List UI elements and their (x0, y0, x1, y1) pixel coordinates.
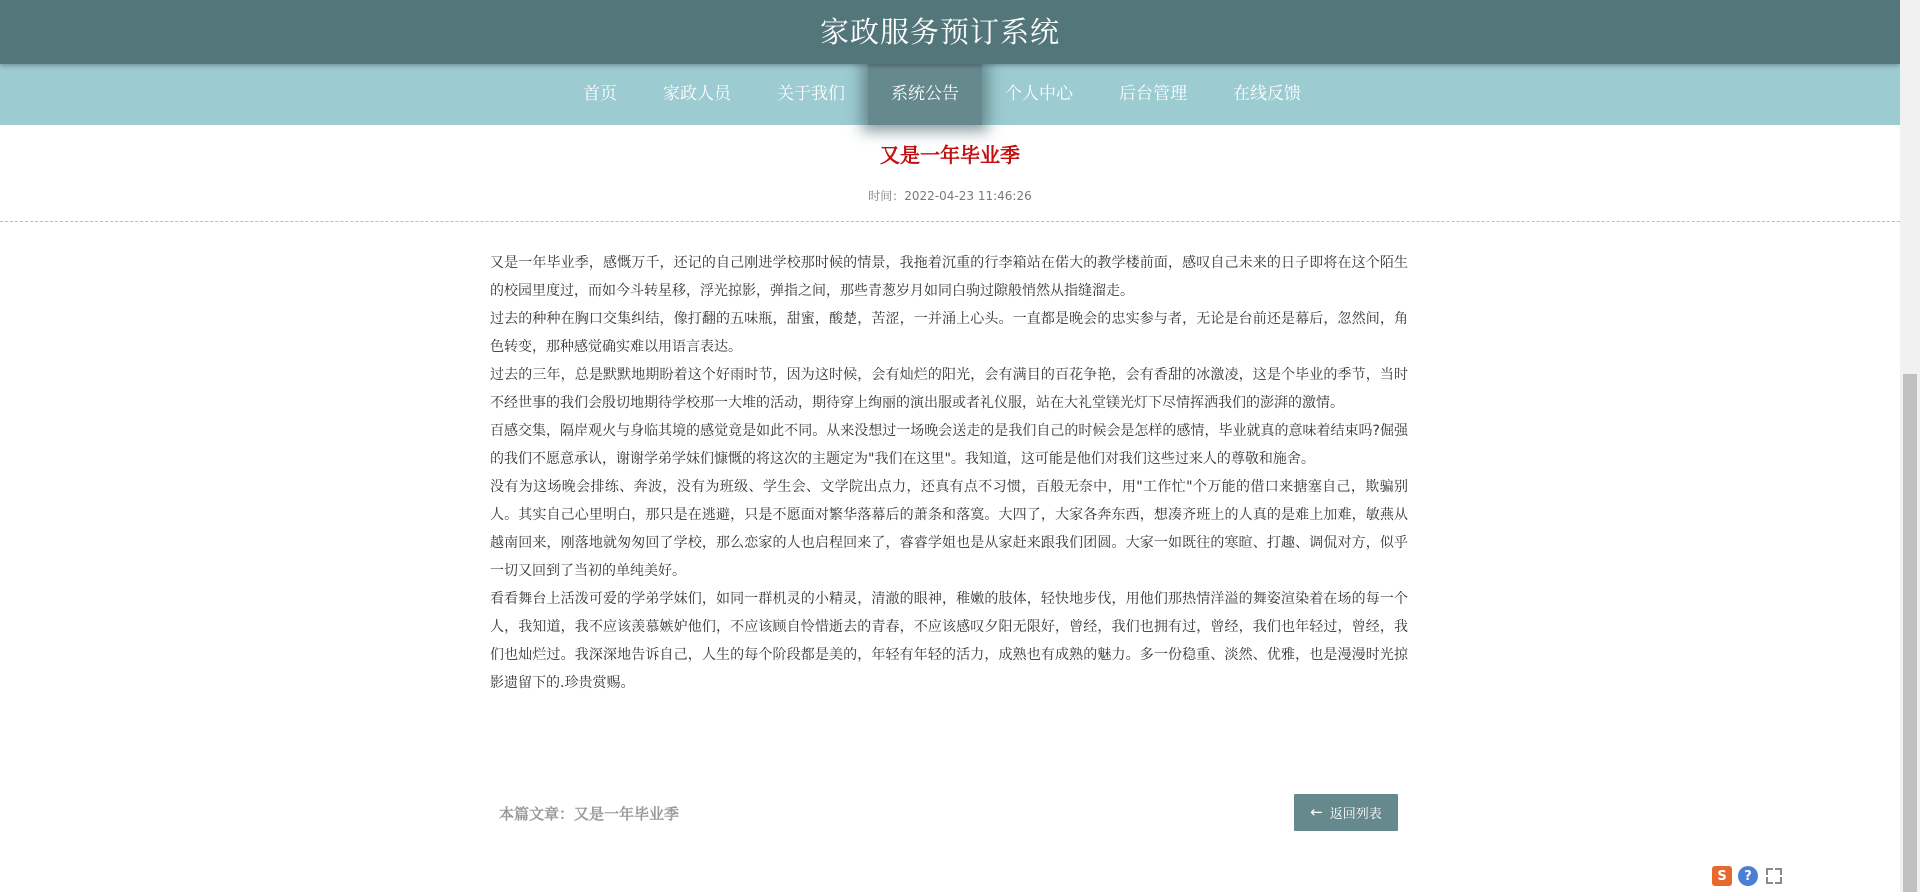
sogou-s-icon[interactable]: S (1712, 866, 1732, 886)
nav-item-home[interactable]: 首页 (583, 84, 617, 104)
nav-item-profile[interactable]: 个人中心 (1005, 84, 1073, 104)
article-paragraph: 没有为这场晚会排练、奔波，没有为班级、学生会、文学院出点力，还真有点不习惯，百般无奈中，用"工作忙"个万能的借口来搪塞自己，欺骗别人。其实自己心里明白，那只是在逃避，只是不愿面对繁华落幕后的萧条和落寞。大四了，大家各奔东西，想凑齐班上的人真的是难上加难，敏燕从越南回来，刚落地就匆匆回了学校，那么恋家的人也启程回来了，睿睿学姐也是从家赶来跟我们团圆。大家一如既往的寒暄、打趣、调侃对方，似乎一切又回到了当初的单纯美好。 (490, 479, 1408, 579)
site-title: 家政服务预订系统 (819, 15, 1060, 49)
current-article (499, 803, 679, 824)
article-paragraph: 百感交集，隔岸观火与身临其境的感觉竟是如此不同。从来没想过一场晚会送走的是我们自己的时候会是怎样的感情，毕业就真的意味着结束吗?倔强的我们不愿意承认，谢谢学弟学妹们慷慨的将这次的主题定为"我们在这里"。我知道，这可能是他们对我们这些过来人的尊敬和施舍。 (490, 423, 1408, 467)
time-value: 2022-04-23 11:46:26 (904, 189, 1032, 203)
arrow-left-icon: ← (1310, 803, 1323, 821)
nav-item-about[interactable]: 关于我们 (777, 84, 845, 104)
nav-item-announcements[interactable]: 系统公告 (868, 64, 982, 125)
back-to-list-button[interactable] (1294, 794, 1398, 831)
main-nav (0, 64, 1900, 125)
time-label: 时间： (868, 189, 905, 203)
article-header (0, 125, 1900, 222)
article-body (490, 249, 1408, 697)
scrollbar-thumb[interactable] (1903, 374, 1917, 892)
article-paragraph: 过去的种种在胸口交集纠结，像打翻的五味瓶，甜蜜，酸楚，苦涩，一并涌上心头。一直都是晚会的忠实参与者，无论是台前还是幕后，忽然间，角色转变，那种感觉确实难以用语言表达。 (490, 311, 1408, 355)
article-time (0, 187, 1900, 204)
article-title: 又是一年毕业季 (880, 143, 1020, 167)
current-article-title: 又是一年毕业季 (574, 805, 680, 823)
nav-item-feedback[interactable]: 在线反馈 (1233, 84, 1301, 104)
site-header (0, 0, 1900, 64)
help-icon[interactable]: ? (1738, 866, 1758, 886)
back-button-label: 返回列表 (1329, 807, 1382, 822)
expand-icon[interactable] (1766, 868, 1782, 884)
scrollbar-track[interactable] (1900, 0, 1920, 892)
article-paragraph: 过去的三年，总是默默地期盼着这个好雨时节，因为这时候，会有灿烂的阳光，会有满目的百花争艳，会有香甜的冰激凌，这是个毕业的季节，当时不经世事的我们会殷切地期待学校那一大堆的活动，期待穿上绚丽的演出服或者礼仪服，站在大礼堂镁光灯下尽情挥洒我们的澎湃的激情。 (490, 367, 1408, 411)
tray-icons (1712, 866, 1782, 886)
article-paragraph: 看看舞台上活泼可爱的学弟学妹们，如同一群机灵的小精灵，清澈的眼神，稚嫩的肢体，轻快地步伐，用他们那热情洋溢的舞姿渲染着在场的每一个人，我知道，我不应该羡慕嫉妒他们，不应该顾自怜惜逝去的青春，不应该感叹夕阳无限好，曾经，我们也拥有过，曾经，我们也年轻过，曾经，我们也灿烂过。我深深地告诉自己，人生的每个阶段都是美的，年轻有年轻的活力，成熟也有成熟的魅力。多一份稳重、淡然、优雅，也是漫漫时光掠影遗留下的.珍贵赏赐。 (490, 591, 1408, 691)
nav-items (560, 64, 1324, 125)
article-paragraph: 又是一年毕业季，感慨万千，还记的自己刚进学校那时候的情景，我拖着沉重的行李箱站在偌大的教学楼前面，感叹自己未来的日子即将在这个陌生的校园里度过，而如今斗转星移，浮光掠影，弹指之间，那些青葱岁月如同白驹过隙般悄然从指缝溜走。 (490, 255, 1408, 299)
nav-item-admin[interactable]: 后台管理 (1119, 84, 1187, 104)
nav-item-staff[interactable]: 家政人员 (663, 84, 731, 104)
current-article-label: 本篇文章： (499, 805, 575, 823)
